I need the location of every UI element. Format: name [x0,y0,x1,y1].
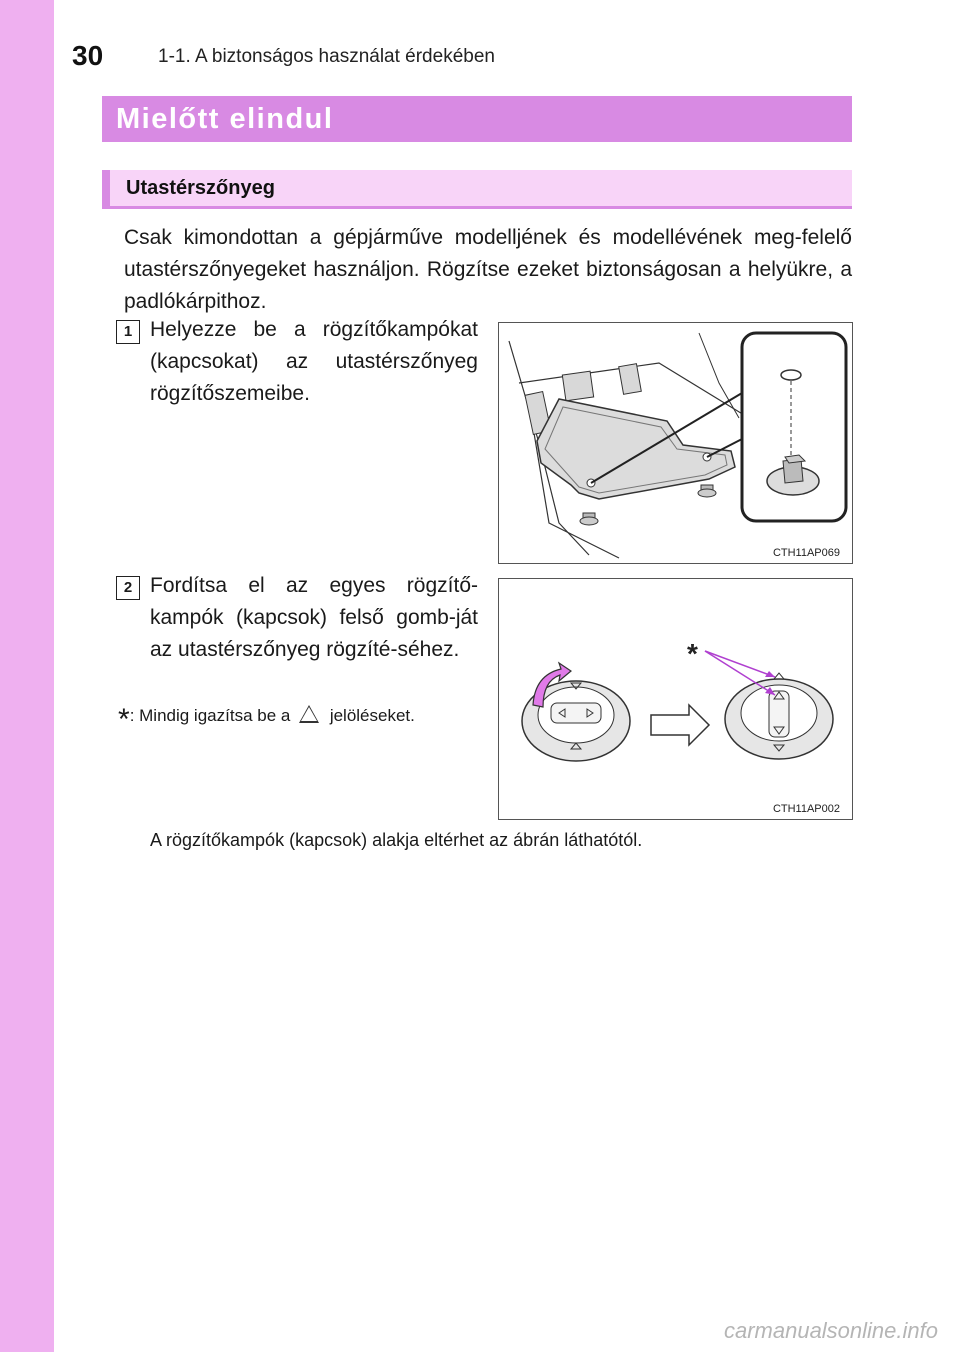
triangle-mark-icon [299,705,319,723]
sub-heading: Utastérszőnyeg [126,177,275,199]
step-1-text: Helyezze be a rögzítőkampókat (kapcsokat) az utastérszőnyeg rögzítőszemeibe. [150,318,478,405]
section-title: Mielőtt elindul [116,103,334,135]
figure-floor-mat-hooks [498,322,853,564]
sub-heading-bar [102,170,852,209]
step-2-number: 2 [116,576,140,600]
side-color-band [0,0,54,1352]
figure-2-code: CTH11AP002 [772,803,840,815]
figure-hook-rotation [498,578,853,820]
running-header: 1-1. A biztonságos használat érdekében [158,46,495,67]
figure-2-star: * [687,638,698,669]
watermark: carmanualsonline.info [723,1318,938,1343]
step-2-text: Fordítsa el az egyes rögzítő-kampók (kapcsok) felső gomb-ját az utastérszőnyeg rögzíté-séhez. [150,574,478,661]
page-number: 30 [72,40,104,71]
footnote-marker: * [118,703,130,736]
step-1-number: 1 [116,320,140,344]
shape-note: A rögzítőkampók (kapcsok) alakja eltérhet az ábrán láthatótól. [150,830,643,850]
footnote [118,700,488,736]
section-title-bar [102,96,852,142]
figure-1-code: CTH11AP069 [772,547,840,559]
hook-rotation-illustration [499,579,852,819]
footnote-text-after: jelöléseket. [329,706,415,725]
sub-heading-accent [102,170,110,206]
footnote-text-before: : Mindig igazítsa be a [129,706,291,725]
intro-paragraph: Csak kimondottan a gépjárműve modelljének és modellévének meg-felelő utastérszőnyegeket használjon. Rögzítse ezeket biztonságosan a helyükre, a padlókárpithoz. [124,226,852,313]
floor-mat-illustration [499,323,852,563]
